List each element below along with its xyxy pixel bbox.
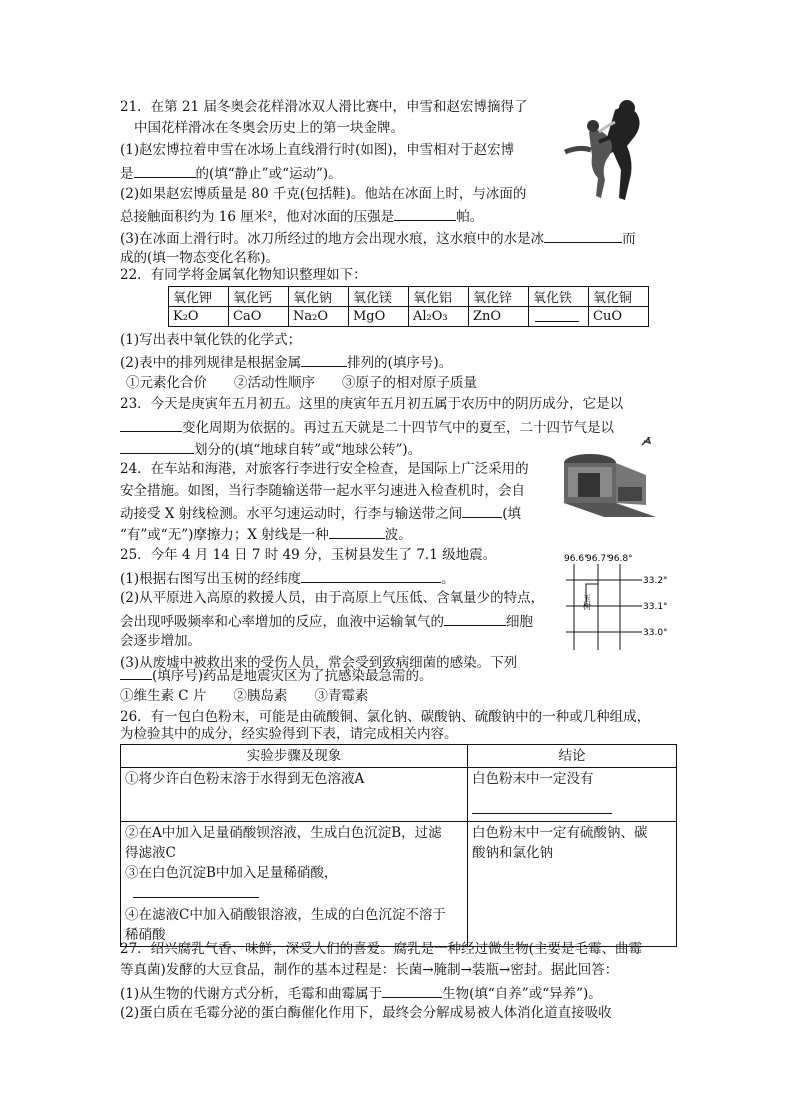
q25-line5: 会逐步增加。 [120,633,201,649]
q25-line4-b: 细胞 [506,614,533,630]
q25-line7-text: (填序号)药品是地震灾区为了抗感染最急需的。 [152,668,433,684]
q23-line2 [120,417,614,437]
answer-blank[interactable] [394,206,456,221]
answer-blank[interactable] [329,524,385,539]
q24-line3-b: (填 [502,506,521,522]
answer-blank[interactable] [120,665,152,680]
latitude-label: 33.0° [643,628,668,638]
q22-line3 [120,352,452,372]
q24-line2: 安全措施。如图，当行李随输送带一起水平匀速进入检查机时，会自 [120,483,525,499]
answer-blank[interactable] [382,983,442,998]
q24-line1: 24．在车站和海港，对旅客行李进行安全检查，是国际上广泛采用的 [120,461,529,477]
oxide-table [168,286,649,327]
yushu-marker-label: 玉树 [582,594,592,610]
baggage-scanner-image [556,437,662,527]
latitude-label: 33.2° [643,576,668,586]
q21-line6-b: 帕。 [456,209,484,225]
answer-blank[interactable] [120,417,182,432]
q21-line3: (1)赵宏博拉着申雪在冰场上直线滑行时(如图)，申雪相对于赵宏博 [120,142,515,158]
steps-2-4-cell [121,822,468,947]
q25-line3: (2)从平原进入高原的救援人员，由于高原上气压低、含氧量少的特点， [120,590,545,606]
longitude-label: 96.8° [608,554,633,564]
experiment-steps-header: 实验步骤及现象 [121,745,468,768]
q22-line3-b: 排列的(填序号)。 [347,355,453,371]
latitude-label: 33.1° [643,602,668,612]
q21-line5: (2)如果赵宏博质量是 80 千克(包括鞋)。他站在冰面上时，与冰面的 [120,186,527,202]
oxide-formula-cell: MgO [349,307,409,327]
q22-line2: (1)写出表中氧化铁的化学式； [120,332,302,348]
step-3-text: ③在白色沉淀B中加入足量稀硝酸， [125,865,338,881]
q21-line7-a: (3)在冰面上滑行时。冰刀所经过的地方会出现水痕，这水痕中的水是冰 [120,231,545,247]
experiment-table [120,744,677,947]
q24-line3-text: 动接受 X 射线检测。水平匀速运动时，行李与输送带之间 [120,506,463,522]
oxide-name-cell: 氧化钠 [289,287,349,307]
step-2-text-cont: 得滤液C [125,845,176,861]
conclusion-header: 结论 [468,745,677,768]
q27-line3-a: (1)从生物的代谢方式分析，毛霉和曲霉属于 [120,986,383,1002]
oxide-name-cell: 氧化铜 [589,287,649,307]
q25-line1: 25．今年 4 月 14 日 7 时 49 分，玉树县发生了 7.1 级地震。 [120,547,497,563]
q23-line3-text: 划分的(填“地球自转”或“地球公转”)。 [194,442,422,458]
q26-line2: 为检验其中的成分，经实验得到下表，请完成相关内容。 [120,726,458,742]
oxide-formula-cell: Al₂O₃ [409,307,469,327]
oxide-formula-cell: Na₂O [289,307,349,327]
answer-blank[interactable] [462,503,502,518]
q21-line7-b: 而 [622,231,636,247]
q23-line3 [120,439,421,459]
q25-line2 [120,568,455,588]
q26-line1: 26．有一包白色粉末，可能是由硫酸铜、氯化钠、碳酸钠、硫酸钠中的一种或几种组成， [120,709,651,725]
oxide-name-cell: 氧化铁 [529,287,589,307]
iron-oxide-formula-blank[interactable] [529,307,589,327]
oxide-names-row [169,287,649,307]
answer-blank[interactable] [444,611,506,626]
q27-line3 [120,983,602,1003]
q21-line2: 中国花样滑冰在冬奥会历史上的第一块金牌。 [134,120,404,136]
answer-blank[interactable] [301,352,347,367]
q25-line6: (3)从废墟中被救出来的受伤人员，常会受到致病细菌的感染。下列 [120,655,518,671]
q21-line8: 成的(填一物态变化名称)。 [120,250,280,266]
conclusion-2-text: 白色粉末中一定有硫酸钠、碳 [472,825,648,841]
q27-line2: 等真菌)发酵的大豆食品，制作的基本过程是：长菌→腌制→装瓶→密封。据此回答： [120,962,619,978]
q25-line4-text: 会出现呼吸频率和心率增加的反应，血液中运输氧气的 [120,614,444,630]
answer-blank[interactable] [134,163,196,178]
oxide-name-cell: 氧化锌 [469,287,529,307]
conclusion-1-blank[interactable] [472,799,675,820]
oxide-formula-cell: CuO [589,307,649,327]
q25-line2-b: 。 [441,571,455,587]
q23-line1: 23．今天是庚寅年五月初五。这里的庚寅年五月初五属于农历中的阴历成分，它是以 [120,396,624,412]
q21-line6 [120,206,483,226]
q23-line2-text: 变化周期为依据的。再过五天就是二十四节气中的夏至，二十四节气是以 [182,420,614,436]
q25-line2-text: (1)根据右图写出玉树的经纬度 [120,571,302,587]
oxide-name-cell: 氧化钙 [229,287,289,307]
figure-skaters-image [555,92,665,208]
oxide-name-cell: 氧化铝 [409,287,469,307]
oxide-formulas-row [169,307,649,327]
step-2-text: ②在A中加入足量硝酸钡溶液，生成白色沉淀B，过滤 [125,825,442,841]
q24-line4 [120,524,412,544]
q24-line3 [120,503,521,523]
oxide-name-cell: 氧化镁 [349,287,409,307]
longitude-label: 96.7° [586,554,611,564]
q21-line4 [120,163,342,183]
q21-line1: 21．在第 21 届冬奥会花样滑冰双人滑比赛中，申雪和赵宏博摘得了 [120,99,528,115]
q22-line3-a: (2)表中的排列规律是根据金属 [120,355,302,371]
answer-blank[interactable] [301,568,441,583]
conclusion-1-cell [468,768,677,822]
step-1-text: ①将少许白色粉末溶于水得到无色溶液A [125,771,365,787]
answer-blank[interactable] [120,439,194,454]
answer-blank[interactable] [544,228,622,243]
q21-line7 [120,228,636,248]
q25-options: ①维生素 C 片 ②胰岛素 ③青霉素 [120,688,369,704]
yushu-latlon-map [560,552,676,652]
q27-line3-b: 生物(填“自养”或“异养”)。 [442,986,602,1002]
step-4-text: ④在滤液C中加入硝酸银溶液，生成的白色沉淀不溶于 [125,907,446,923]
oxide-name-cell: 氧化钾 [169,287,229,307]
step-1-cell [121,768,468,822]
step-3-blank[interactable] [125,883,466,905]
q27-line4: (2)蛋白质在毛霉分泌的蛋白酶催化作用下，最终会分解成易被人体消化道直接吸收 [120,1005,612,1021]
q21-line4-b: 的(填“静止”或“运动”)。 [195,166,342,182]
step-4-text-cont: 稀硝酸 [125,927,166,943]
q22-line1: 22．有同学将金属氧化物知识整理如下： [120,267,367,283]
q24-line4-b: 波。 [384,527,412,543]
q22-options: ①元素化合价 ②活动性顺序 ③原子的相对原子质量 [126,375,477,391]
oxide-formula-cell: K₂O [169,307,229,327]
conclusion-2-cell [468,822,677,947]
conclusion-1-text: 白色粉末中一定没有 [472,771,594,787]
q25-line4 [120,611,533,631]
q21-line6-a: 总接触面积约为 16 厘米²，他对冰面的压强是 [120,209,395,225]
conclusion-2-text-cont: 酸钠和氯化钠 [472,845,553,861]
q25-line7 [120,665,433,685]
oxide-formula-cell: ZnO [469,307,529,327]
q21-line4-a: 是 [120,166,134,182]
q27-line1: 27．绍兴腐乳气香、味鲜，深受人们的喜爱。腐乳是一种经过微生物(主要是毛霉、曲霉 [120,941,642,957]
oxide-formula-cell: CaO [229,307,289,327]
longitude-label: 96.6° [564,554,589,564]
q24-line4-a: “有”或“无”)摩擦力；X 射线是一种 [120,527,329,543]
